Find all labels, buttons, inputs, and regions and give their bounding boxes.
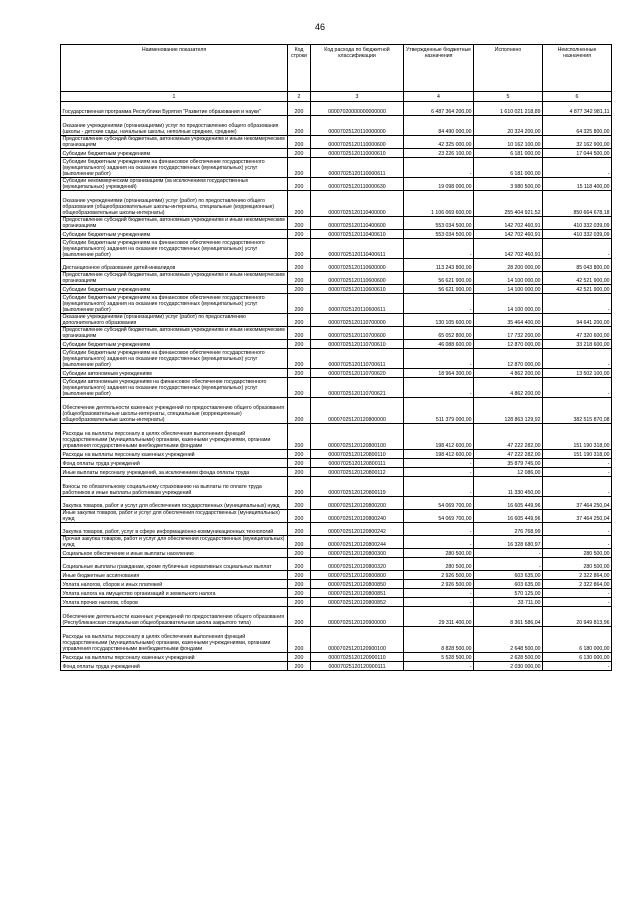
unexecuted-amount: - <box>543 589 612 598</box>
budget-code: 00007025120120800112 <box>311 468 404 477</box>
line-code: 200 <box>288 285 311 294</box>
table-row <box>61 459 612 468</box>
approved-amount: 23 226 100,00 <box>404 149 474 158</box>
budget-code: 00007025120120800852 <box>311 598 404 607</box>
budget-code: 00007025120110400000 <box>311 191 404 217</box>
indicator-name: Уплата налога на имущество организаций и земельного налога <box>61 589 288 598</box>
unexecuted-amount: - <box>543 294 612 314</box>
unexecuted-amount: 4 877 342 981,11 <box>543 102 612 116</box>
executed-amount: 142 702 460,91 <box>474 239 543 259</box>
unexecuted-amount: 47 320 600,00 <box>543 327 612 340</box>
executed-amount: 11 330 450,00 <box>474 477 543 497</box>
approved-amount: 56 621 900,00 <box>404 272 474 285</box>
indicator-name: Закупка товаров, работ и услуг для обеспечения государственных (муниципальных) нужд <box>61 497 288 510</box>
table-row <box>61 369 612 378</box>
budget-code: 00007025120110000610 <box>311 149 404 158</box>
unexecuted-amount: 280 500,00 <box>543 549 612 558</box>
budget-code: 00007025120110700620 <box>311 369 404 378</box>
executed-amount: 12 086,00 <box>474 468 543 477</box>
indicator-name: Предоставление субсидий бюджетным, автономным учреждениям и иным некоммерческим организациям <box>61 272 288 285</box>
table-row <box>61 398 612 424</box>
table-row <box>61 149 612 158</box>
unexecuted-amount: 2 322 864,00 <box>543 580 612 589</box>
approved-amount: 54 069 700,00 <box>404 510 474 523</box>
table-row <box>61 158 612 178</box>
line-code: 200 <box>288 459 311 468</box>
approved-amount: 198 412 600,00 <box>404 424 474 450</box>
executed-amount: 20 324 200,00 <box>474 116 543 136</box>
line-code: 200 <box>288 558 311 571</box>
table-row <box>61 497 612 510</box>
budget-code: 00007025120110700621 <box>311 378 404 398</box>
executed-amount: 47 222 282,00 <box>474 424 543 450</box>
approved-amount: 5 528 500,00 <box>404 653 474 662</box>
executed-amount: 603 635,00 <box>474 580 543 589</box>
unexecuted-amount: - <box>543 477 612 497</box>
approved-amount: 511 379 000,00 <box>404 398 474 424</box>
executed-amount: 16 328 680,97 <box>474 536 543 549</box>
line-code: 200 <box>288 580 311 589</box>
unexecuted-amount: - <box>543 239 612 259</box>
line-code: 200 <box>288 653 311 662</box>
table-row <box>61 340 612 349</box>
table-header-row <box>61 45 612 92</box>
budget-code: 00007025120110600610 <box>311 285 404 294</box>
line-code: 200 <box>288 191 311 217</box>
line-code: 200 <box>288 239 311 259</box>
approved-amount: 280 500,00 <box>404 558 474 571</box>
table-row <box>61 136 612 149</box>
unexecuted-amount: 151 190 318,00 <box>543 450 612 459</box>
executed-amount: 1 610 021 218,89 <box>474 102 543 116</box>
unexecuted-amount: - <box>543 523 612 536</box>
table-row <box>61 468 612 477</box>
table-row <box>61 536 612 549</box>
unexecuted-amount: 37 464 250,04 <box>543 497 612 510</box>
indicator-name: Уплата налогов, сборов и иных платежей <box>61 580 288 589</box>
header-budget-code: Код расхода по бюджетной классификации <box>311 45 404 92</box>
unexecuted-amount: 410 332 039,09 <box>543 217 612 230</box>
line-code: 200 <box>288 549 311 558</box>
budget-code: 00007025120120900100 <box>311 627 404 653</box>
indicator-name: Фонд оплаты труда учреждений <box>61 662 288 671</box>
indicator-name: Иные бюджетные ассигнования <box>61 571 288 580</box>
table-row <box>61 510 612 523</box>
line-code: 200 <box>288 598 311 607</box>
indicator-name: Фонд оплаты труда учреждений <box>61 459 288 468</box>
executed-amount: 14 100 000,00 <box>474 272 543 285</box>
unexecuted-amount: 32 162 900,00 <box>543 136 612 149</box>
indicator-name: Социальные выплаты гражданам, кроме публичных нормативных социальных выплат <box>61 558 288 571</box>
column-number: 3 <box>311 92 404 102</box>
indicator-name: Расходы на выплаты персоналу казенных учреждений <box>61 653 288 662</box>
table-row <box>61 627 612 653</box>
indicator-name: Расходы на выплаты персоналу в целях обеспечения выполнения функций государственными (муниципальными) органами, казенными учреждениями, органами управления государственными внебюджетными фондами <box>61 627 288 653</box>
executed-amount: 6 181 000,00 <box>474 149 543 158</box>
indicator-name: Субсидии бюджетным учреждениям на финансовое обеспечение государственного (муниципального) задания на оказание государственных (муниципальных) услуг (выполнение работ) <box>61 239 288 259</box>
line-code: 200 <box>288 149 311 158</box>
unexecuted-amount: - <box>543 459 612 468</box>
unexecuted-amount: 280 500,00 <box>543 558 612 571</box>
budget-code: 00007025120120800240 <box>311 510 404 523</box>
line-code: 200 <box>288 102 311 116</box>
table-row <box>61 598 612 607</box>
executed-amount: 12 870 000,00 <box>474 349 543 369</box>
budget-code: 00007025120120800000 <box>311 398 404 424</box>
indicator-name: Субсидии бюджетным учреждениям <box>61 149 288 158</box>
column-number: 5 <box>474 92 543 102</box>
line-code: 200 <box>288 136 311 149</box>
table-row <box>61 580 612 589</box>
executed-amount: - <box>474 558 543 571</box>
executed-amount: 3 980 500,00 <box>474 178 543 191</box>
line-code: 200 <box>288 340 311 349</box>
table-row <box>61 558 612 571</box>
unexecuted-amount: - <box>543 598 612 607</box>
executed-amount: 35 464 400,00 <box>474 314 543 327</box>
unexecuted-amount: 13 502 100,00 <box>543 369 612 378</box>
line-code: 200 <box>288 116 311 136</box>
indicator-name: Дистанционное образование детей-инвалидов <box>61 259 288 272</box>
column-number: 6 <box>543 92 612 102</box>
executed-amount: 570 125,00 <box>474 589 543 598</box>
executed-amount: 255 404 921,52 <box>474 191 543 217</box>
line-code: 200 <box>288 327 311 340</box>
approved-amount: 42 325 000,00 <box>404 136 474 149</box>
table-row <box>61 217 612 230</box>
executed-amount: 6 181 000,00 <box>474 158 543 178</box>
budget-code: 00007025120120800242 <box>311 523 404 536</box>
budget-code: 00007025120120800320 <box>311 558 404 571</box>
table-row <box>61 294 612 314</box>
executed-amount: 10 162 100,00 <box>474 136 543 149</box>
budget-code: 00007025120110000600 <box>311 136 404 149</box>
approved-amount: - <box>404 239 474 259</box>
budget-code: 00007025120110700000 <box>311 314 404 327</box>
unexecuted-amount: 6 180 000,00 <box>543 627 612 653</box>
indicator-name: Субсидии бюджетным учреждениям <box>61 230 288 239</box>
indicator-name: Иные выплаты персоналу учреждений, за исключением фонда оплаты труда <box>61 468 288 477</box>
unexecuted-amount: - <box>543 349 612 369</box>
table-row <box>61 378 612 398</box>
indicator-name: Прочая закупка товаров, работ и услуг для обеспечения государственных (муниципальных) нужд <box>61 536 288 549</box>
indicator-name: Субсидии бюджетным учреждениям на финансовое обеспечение государственного (муниципального) задания на оказание государственных (муниципальных) услуг (выполнение работ) <box>61 294 288 314</box>
approved-amount: 198 412 600,00 <box>404 450 474 459</box>
table-row <box>61 653 612 662</box>
budget-code: 00007025120120900110 <box>311 653 404 662</box>
column-number-row <box>61 92 612 102</box>
line-code: 200 <box>288 294 311 314</box>
line-code: 200 <box>288 627 311 653</box>
line-code: 200 <box>288 259 311 272</box>
unexecuted-amount: 410 332 039,09 <box>543 230 612 239</box>
line-code: 200 <box>288 398 311 424</box>
unexecuted-amount: 20 949 813,96 <box>543 607 612 627</box>
line-code: 200 <box>288 178 311 191</box>
budget-code: 00007025120120800850 <box>311 580 404 589</box>
line-code: 200 <box>288 369 311 378</box>
indicator-name: Субсидии бюджетным учреждениям <box>61 340 288 349</box>
approved-amount: 2 926 500,00 <box>404 580 474 589</box>
budget-code: 00007025120110400610 <box>311 230 404 239</box>
budget-execution-table <box>60 44 612 671</box>
approved-amount: - <box>404 536 474 549</box>
line-code: 200 <box>288 589 311 598</box>
line-code: 200 <box>288 272 311 285</box>
column-number: 1 <box>61 92 288 102</box>
line-code: 200 <box>288 477 311 497</box>
line-code: 200 <box>288 158 311 178</box>
executed-amount: 142 702 460,91 <box>474 230 543 239</box>
budget-code: 00007025120120900000 <box>311 607 404 627</box>
executed-amount: 14 100 000,00 <box>474 294 543 314</box>
indicator-name: Субсидии автономным учреждениям на финансовое обеспечение государственного (муниципального) задания на оказание государственных (муниципальных) услуг (выполнение работ) <box>61 378 288 398</box>
approved-amount: 553 034 500,00 <box>404 217 474 230</box>
budget-code: 00007025120110000630 <box>311 178 404 191</box>
executed-amount: 142 702 460,91 <box>474 217 543 230</box>
line-code: 200 <box>288 424 311 450</box>
column-number: 4 <box>404 92 474 102</box>
table-row <box>61 272 612 285</box>
budget-code: 00007025120120800200 <box>311 497 404 510</box>
table-row <box>61 571 612 580</box>
unexecuted-amount: 151 190 318,00 <box>543 424 612 450</box>
executed-amount: 35 879 745,00 <box>474 459 543 468</box>
executed-amount: 14 100 000,00 <box>474 285 543 294</box>
table-row <box>61 259 612 272</box>
indicator-name: Социальное обеспечение и иные выплаты населению <box>61 549 288 558</box>
approved-amount: - <box>404 589 474 598</box>
unexecuted-amount: 33 218 600,00 <box>543 340 612 349</box>
table-row <box>61 285 612 294</box>
table-row <box>61 116 612 136</box>
approved-amount: - <box>404 349 474 369</box>
unexecuted-amount: 94 641 200,00 <box>543 314 612 327</box>
approved-amount: 6 487 364 200,00 <box>404 102 474 116</box>
indicator-name: Предоставление субсидий бюджетным, автономным учреждениям и иным некоммерческим организациям <box>61 136 288 149</box>
approved-amount: - <box>404 598 474 607</box>
table-row <box>61 607 612 627</box>
indicator-name: Субсидии бюджетным учреждениям на финансовое обеспечение государственного (муниципального) задания на оказание государственных (муниципальных) услуг (выполнение работ) <box>61 158 288 178</box>
line-code: 200 <box>288 378 311 398</box>
unexecuted-amount: 37 464 250,04 <box>543 510 612 523</box>
approved-amount: 130 105 600,00 <box>404 314 474 327</box>
approved-amount: - <box>404 662 474 671</box>
unexecuted-amount: 2 322 864,00 <box>543 571 612 580</box>
line-code: 200 <box>288 497 311 510</box>
line-code: 200 <box>288 523 311 536</box>
line-code: 200 <box>288 468 311 477</box>
table-row <box>61 327 612 340</box>
approved-amount: - <box>404 523 474 536</box>
indicator-name: Уплата прочих налогов, сборов <box>61 598 288 607</box>
approved-amount: - <box>404 378 474 398</box>
indicator-name: Обеспечение деятельности казенных учреждений по предоставлению общего образования (общеобразовательные школы-интернаты, специальные (коррекционные) общеобразовательные школы-интернаты) <box>61 398 288 424</box>
table-row <box>61 549 612 558</box>
executed-amount: 2 648 500,00 <box>474 627 543 653</box>
unexecuted-amount: 85 043 800,00 <box>543 259 612 272</box>
table-row <box>61 314 612 327</box>
approved-amount: 553 034 500,00 <box>404 230 474 239</box>
approved-amount: - <box>404 468 474 477</box>
budget-code: 00007025120110600600 <box>311 272 404 285</box>
executed-amount: 2 628 500,00 <box>474 653 543 662</box>
budget-code: 00007020000000000000 <box>311 102 404 116</box>
table-row <box>61 450 612 459</box>
approved-amount: 29 311 400,00 <box>404 607 474 627</box>
header-unexecuted: Неисполненные назначения <box>543 45 612 92</box>
executed-amount: - <box>474 549 543 558</box>
line-code: 200 <box>288 571 311 580</box>
line-code: 200 <box>288 607 311 627</box>
unexecuted-amount: 850 664 678,18 <box>543 191 612 217</box>
table-row <box>61 523 612 536</box>
indicator-name: Субсидии некоммерческим организациям (за исключением государственных (муниципальных) учреждений) <box>61 178 288 191</box>
indicator-name: Субсидии автономным учреждениям <box>61 369 288 378</box>
indicator-name: Обеспечение деятельности казенных учреждений по предоставлению общего образования (Республиканская специальная общеобразовательная школа закрытого типа) <box>61 607 288 627</box>
approved-amount: - <box>404 459 474 468</box>
executed-amount: 12 870 000,00 <box>474 340 543 349</box>
header-executed: Исполнено <box>474 45 543 92</box>
line-code: 200 <box>288 349 311 369</box>
unexecuted-amount: 15 118 400,00 <box>543 178 612 191</box>
unexecuted-amount: - <box>543 378 612 398</box>
unexecuted-amount: 42 521 900,00 <box>543 285 612 294</box>
budget-code: 00007025120120900111 <box>311 662 404 671</box>
indicator-name: Оказание учреждениями (организациями) услуг по предоставлению общего образования (школы - детские сады, начальные школы, неполные средние, средние) <box>61 116 288 136</box>
table-row <box>61 424 612 450</box>
column-number: 2 <box>288 92 311 102</box>
budget-code: 00007025120120800244 <box>311 536 404 549</box>
indicator-name: Субсидии бюджетным учреждениям <box>61 285 288 294</box>
executed-amount: 4 862 200,00 <box>474 369 543 378</box>
approved-amount: - <box>404 158 474 178</box>
approved-amount: 56 621 900,00 <box>404 285 474 294</box>
budget-code: 00007025120110700600 <box>311 327 404 340</box>
table-row <box>61 239 612 259</box>
approved-amount: 2 926 500,00 <box>404 571 474 580</box>
budget-code: 00007025120120800100 <box>311 424 404 450</box>
approved-amount: - <box>404 294 474 314</box>
budget-code: 00007025120110600611 <box>311 294 404 314</box>
table-row <box>61 349 612 369</box>
line-code: 200 <box>288 314 311 327</box>
line-code: 200 <box>288 217 311 230</box>
table-row <box>61 230 612 239</box>
unexecuted-amount: 382 515 870,08 <box>543 398 612 424</box>
budget-code: 00007025120110400600 <box>311 217 404 230</box>
unexecuted-amount: - <box>543 662 612 671</box>
executed-amount: 16 605 449,96 <box>474 510 543 523</box>
line-code: 200 <box>288 662 311 671</box>
unexecuted-amount: 42 521 900,00 <box>543 272 612 285</box>
budget-code: 00007025120120800300 <box>311 549 404 558</box>
executed-amount: 16 605 449,96 <box>474 497 543 510</box>
unexecuted-amount: - <box>543 536 612 549</box>
approved-amount: 280 500,00 <box>404 549 474 558</box>
unexecuted-amount: - <box>543 158 612 178</box>
indicator-name: Предоставление субсидий бюджетным, автономным учреждениям и иным некоммерческим организациям <box>61 327 288 340</box>
executed-amount: 28 200 000,00 <box>474 259 543 272</box>
budget-code: 00007025120110700610 <box>311 340 404 349</box>
approved-amount: 8 828 500,00 <box>404 627 474 653</box>
indicator-name: Расходы на выплаты персоналу казенных учреждений <box>61 450 288 459</box>
page-number: 46 <box>314 22 325 32</box>
table-row <box>61 191 612 217</box>
budget-code: 00007025120120800110 <box>311 450 404 459</box>
indicator-name: Предоставление субсидий бюджетным, автономным учреждениям и иным некоммерческим организациям <box>61 217 288 230</box>
executed-amount: 2 030 000,00 <box>474 662 543 671</box>
approved-amount: 1 106 069 600,00 <box>404 191 474 217</box>
approved-amount: 65 052 800,00 <box>404 327 474 340</box>
executed-amount: 4 862 200,00 <box>474 378 543 398</box>
header-line-code: Код строки <box>288 45 311 92</box>
indicator-name: Субсидии бюджетным учреждениям на финансовое обеспечение государственного (муниципального) задания на оказание государственных (муниципальных) услуг (выполнение работ) <box>61 349 288 369</box>
executed-amount: 128 863 129,92 <box>474 398 543 424</box>
executed-amount: 47 222 282,00 <box>474 450 543 459</box>
budget-code: 00007025120120800800 <box>311 571 404 580</box>
line-code: 200 <box>288 536 311 549</box>
table-row <box>61 178 612 191</box>
budget-code: 00007025120110400611 <box>311 239 404 259</box>
executed-amount: 276 768,99 <box>474 523 543 536</box>
unexecuted-amount: 17 044 500,00 <box>543 149 612 158</box>
budget-code: 00007025120110700611 <box>311 349 404 369</box>
approved-amount: 84 490 000,00 <box>404 116 474 136</box>
budget-code: 00007025120120800111 <box>311 459 404 468</box>
budget-code: 00007025120110600000 <box>311 259 404 272</box>
budget-code: 00007025120120800119 <box>311 477 404 497</box>
indicator-name: Расходы на выплаты персоналу в целях обеспечения выполнения функций государственными (муниципальными) органами, казенными учреждениями, органами управления государственными внебюджетными фондами <box>61 424 288 450</box>
approved-amount: 54 069 700,00 <box>404 497 474 510</box>
executed-amount: 8 361 586,04 <box>474 607 543 627</box>
table-row <box>61 589 612 598</box>
approved-amount: 18 964 300,00 <box>404 369 474 378</box>
unexecuted-amount: 6 130 000,00 <box>543 653 612 662</box>
unexecuted-amount: 64 325 800,00 <box>543 116 612 136</box>
unexecuted-amount: - <box>543 468 612 477</box>
indicator-name: Государственная программа Республики Бурятия "Развитие образования и науки" <box>61 102 288 116</box>
header-approved: Утвержденные бюджетные назначения <box>404 45 474 92</box>
approved-amount: 46 088 600,00 <box>404 340 474 349</box>
executed-amount: 33 711,00 <box>474 598 543 607</box>
executed-amount: 603 635,00 <box>474 571 543 580</box>
header-indicator-name: Наименование показателя <box>61 45 288 92</box>
line-code: 200 <box>288 450 311 459</box>
table-row <box>61 477 612 497</box>
table-row <box>61 662 612 671</box>
line-code: 200 <box>288 510 311 523</box>
budget-code: 00007025120110000000 <box>311 116 404 136</box>
indicator-name: Оказание учреждениями (организациями) услуг (работ) по предоставлению дополнительного образования <box>61 314 288 327</box>
table-row <box>61 102 612 116</box>
indicator-name: Взносы по обязательному социальному страхованию на выплаты по оплате труда работников и иные выплаты работникам учреждений <box>61 477 288 497</box>
executed-amount: 17 732 200,00 <box>474 327 543 340</box>
budget-code: 00007025120120800851 <box>311 589 404 598</box>
approved-amount: 113 243 800,00 <box>404 259 474 272</box>
indicator-name: Оказание учреждениями (организациями) услуг (работ) по предоставлению общего образования (общеобразовательные школы-интернаты, специальные (коррекционные) общеобразовательные школы-интернаты) <box>61 191 288 217</box>
line-code: 200 <box>288 230 311 239</box>
indicator-name: Иные закупки товаров, работ и услуг для обеспечения государственных (муниципальных) нужд <box>61 510 288 523</box>
approved-amount: 19 098 000,00 <box>404 178 474 191</box>
approved-amount: - <box>404 477 474 497</box>
indicator-name: Закупка товаров, работ, услуг в сфере информационно-коммуникационных технологий <box>61 523 288 536</box>
budget-code: 00007025120110000611 <box>311 158 404 178</box>
